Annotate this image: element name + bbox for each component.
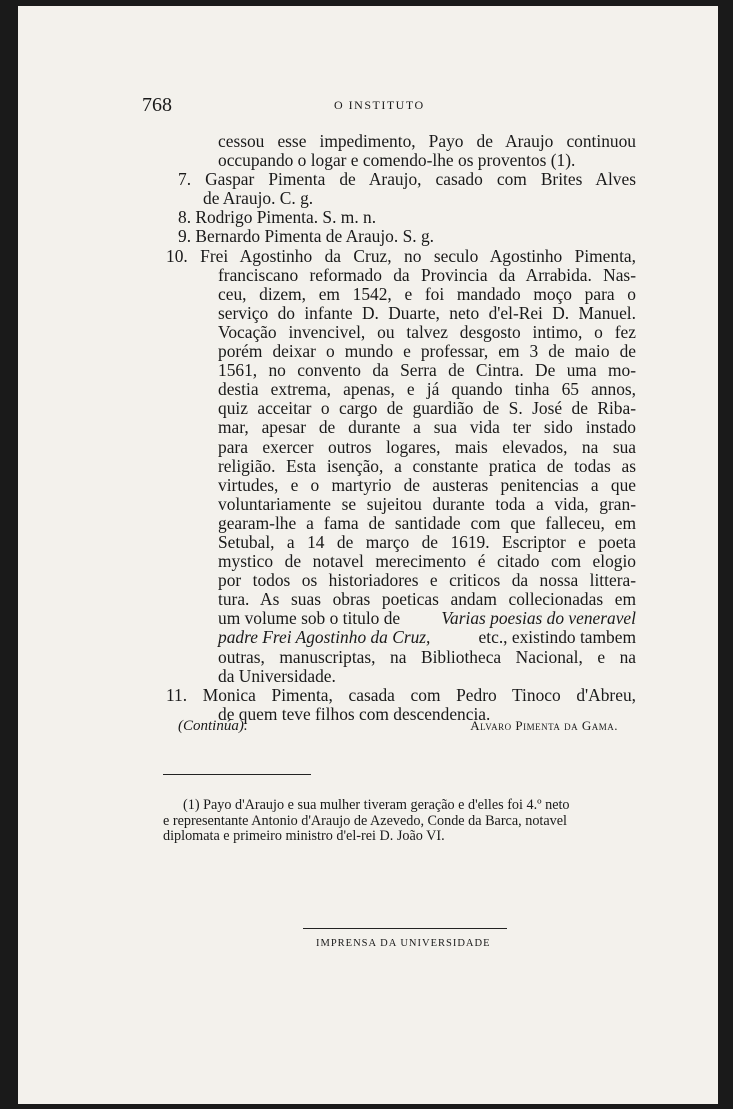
work-title: Varias poesias do veneravel	[441, 608, 636, 629]
text-line: ceu, dizem, em 1542, e foi mandado moço para o	[218, 283, 636, 304]
list-item-11: 11. Monica Pimenta, casada com Pedro Tinoco d'Abreu,	[166, 684, 636, 705]
document-page	[18, 6, 718, 1104]
imprint-rule	[303, 928, 507, 929]
text-line: occupando o logar e comendo-lhe os proventos (1).	[218, 150, 576, 171]
text-line: franciscano reformado da Provincia da Arrabida. Nas-	[218, 264, 636, 285]
continuation-label: (Continúa).	[178, 718, 248, 734]
printer-imprint: IMPRENSA DA UNIVERSIDADE	[316, 938, 491, 949]
text-line: serviço do infante D. Duarte, neto d'el-Rei D. Manuel.	[218, 302, 636, 323]
text-line: quiz acceitar o cargo de guardião de S. José de Riba-	[218, 398, 636, 419]
author-signature: Alvaro Pimenta da Gama.	[470, 718, 618, 733]
text-line-with-title	[166, 609, 636, 628]
text-line: destia extrema, apenas, e já quando tinha 65 annos,	[218, 379, 636, 400]
text-line: tura. As suas obras poeticas andam collecionadas em	[218, 589, 636, 610]
list-item-10: 10. Frei Agostinho da Cruz, no seculo Agostinho Pimenta,	[166, 245, 636, 266]
text-line: 1561, no convento da Serra de Cintra. De uma mo-	[218, 360, 636, 381]
text-line: para exercer outros logares, mais elevados, na sua	[218, 436, 636, 457]
text-line: de Araujo. C. g.	[203, 188, 314, 209]
list-item-9: 9. Bernardo Pimenta de Araujo. S. g.	[178, 226, 434, 247]
text-line: gearam-lhe a fama de santidade com que falleceu, em	[218, 512, 636, 533]
text-line: porém deixar o mundo e professar, em 3 de maio de	[218, 341, 636, 362]
text-line: Setubal, a 14 de março de 1619. Escriptor e poeta	[218, 531, 636, 552]
footnote-line: diplomata e primeiro ministro d'el-rei D. João VI.	[163, 828, 445, 844]
footnote-line: (1) Payo d'Araujo e sua mulher tiveram geração e d'elles foi 4.º neto	[183, 797, 570, 813]
footnote-line: e representante Antonio d'Araujo de Azevedo, Conde da Barca, notavel	[163, 812, 567, 829]
text-line: de quem teve filhos com descendencia.	[218, 703, 491, 724]
text-line: cessou esse impedimento, Payo de Araujo continuou	[218, 131, 636, 151]
text-line: da Universidade.	[218, 665, 336, 686]
text-line: outras, manuscriptas, na Bibliotheca Nacional, e na	[218, 646, 636, 667]
text-line: por todos os historiadores e criticos da nossa littera-	[218, 570, 636, 591]
list-item-7: 7. Gaspar Pimenta de Araujo, casado com Brites Alves	[178, 169, 636, 190]
list-item-8: 8. Rodrigo Pimenta. S. m. n.	[178, 207, 377, 228]
page-number: 768	[142, 94, 172, 116]
text-line: mystico de notavel merecimento é citado com elogio	[218, 551, 636, 572]
text-line: Vocação invencivel, ou talvez desgosto intimo, o fez	[218, 321, 636, 342]
running-head: O INSTITUTO	[334, 98, 425, 112]
text-segment: etc., existindo tambem	[478, 627, 636, 648]
text-line: voluntariamente se sujeitou durante toda a vida, gran-	[218, 493, 636, 514]
text-line: virtudes, e o martyrio de austeras penitencias a que	[218, 474, 636, 495]
work-title: padre Frei Agostinho da Cruz,	[218, 627, 431, 648]
text-segment: um volume sob o titulo de	[218, 608, 401, 629]
text-line-with-title	[166, 628, 636, 647]
footnote	[163, 798, 633, 845]
footnote-rule	[163, 774, 311, 775]
main-text	[166, 132, 636, 724]
text-line: religião. Esta isenção, a constante pratica de todas as	[218, 455, 636, 476]
text-line: mar, apesar de durante a sua vida ter sido instado	[218, 417, 636, 438]
